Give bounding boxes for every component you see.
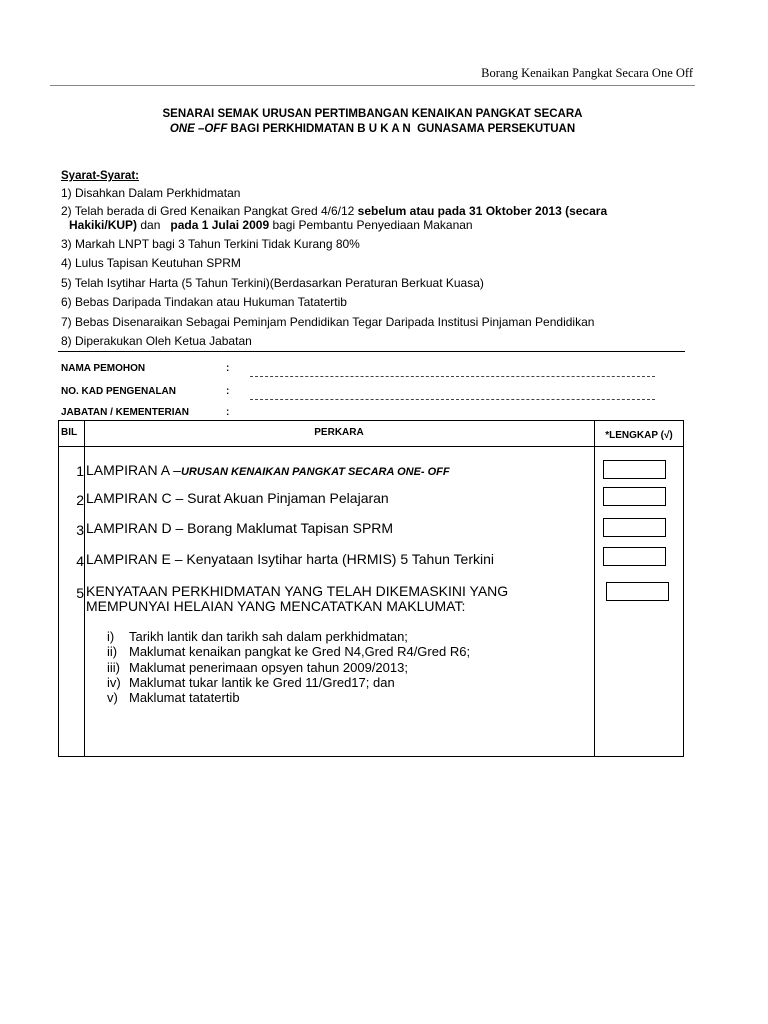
- row-number: 1: [76, 463, 84, 479]
- row-number: 4: [76, 553, 84, 569]
- department-colon: :: [226, 407, 230, 418]
- running-header: Borang Kenaikan Pangkat Secara One Off: [481, 66, 693, 80]
- subitem-text: Maklumat tatatertib: [129, 690, 240, 705]
- condition-2-date: sebelum atau pada 31 Oktober 2013 (secara: [357, 204, 608, 218]
- condition-2-text: 2) Telah berada di Gred Kenaikan Pangkat Gred 4/6/12: [61, 204, 358, 218]
- title-italic-one-off: ONE –OFF: [169, 123, 228, 135]
- ic-number-field[interactable]: [250, 399, 655, 400]
- checkbox-lampiran-c[interactable]: [603, 487, 666, 506]
- conditions-heading: Syarat-Syarat:: [61, 170, 139, 182]
- row-item-line2: MEMPUNYAI HELAIAN YANG MENCATATKAN MAKLUMAT:: [86, 598, 466, 614]
- condition-1: 1) Disahkan Dalam Perkhidmatan: [61, 186, 241, 200]
- condition-6: 6) Bebas Daripada Tindakan atau Hukuman Tatatertib: [61, 295, 347, 309]
- row-number: 3: [76, 522, 84, 538]
- department-label: JABATAN / KEMENTERIAN: [61, 407, 189, 418]
- row-item-lampiran-a: [86, 463, 450, 480]
- condition-2-and: dan: [137, 218, 171, 232]
- row-item-kenyataan-perkhidmatan: [86, 584, 508, 614]
- condition-8: 8) Diperakukan Oleh Ketua Jabatan: [61, 334, 252, 348]
- subitem-numeral: v): [107, 690, 118, 705]
- subitem-text: Tarikh lantik dan tarikh sah dalam perkhidmatan;: [129, 629, 408, 644]
- applicant-name-colon: :: [226, 363, 230, 374]
- applicant-name-field[interactable]: [250, 376, 655, 377]
- table-header-divider: [58, 446, 684, 447]
- subitem: [107, 690, 240, 705]
- section-divider: [58, 351, 685, 352]
- subitem-numeral: iii): [107, 660, 120, 675]
- table-column-divider-2: [594, 420, 595, 757]
- row-item-lampiran-e: LAMPIRAN E – Kenyataan Isytihar harta (HRMIS) 5 Tahun Terkini: [86, 551, 494, 567]
- subitem: [107, 644, 470, 659]
- column-header-lengkap: *LENGKAP (√): [605, 430, 673, 441]
- applicant-name-label: NAMA PEMOHON: [61, 363, 146, 374]
- subitem: [107, 629, 408, 644]
- condition-2: [61, 204, 701, 232]
- condition-2-role: bagi Pembantu Penyediaan Makanan: [269, 218, 473, 232]
- condition-4: 4) Lulus Tapisan Keutuhan SPRM: [61, 256, 241, 270]
- checkbox-lampiran-d[interactable]: [603, 518, 666, 537]
- checkbox-lampiran-e[interactable]: [603, 547, 666, 566]
- condition-2-hakiki: Hakiki/KUP): [69, 218, 138, 232]
- subitem-numeral: i): [107, 629, 115, 644]
- subitem-text: Maklumat tukar lantik ke Gred 11/Gred17; dan: [129, 675, 395, 690]
- subitem-numeral: ii): [107, 644, 118, 659]
- row-item-label: LAMPIRAN A –: [86, 462, 181, 478]
- title-line2-rest: BAGI PERKHIDMATAN B U K A N GUNASAMA PERSEKUTUAN: [227, 123, 576, 135]
- subitem: [107, 675, 395, 690]
- condition-5: 5) Telah Isytihar Harta (5 Tahun Terkini)(Berdasarkan Peraturan Berkuat Kuasa): [61, 276, 484, 290]
- subitem-text: Maklumat kenaikan pangkat ke Gred N4,Gred R4/Gred R6;: [129, 644, 471, 659]
- checkbox-kenyataan-perkhidmatan[interactable]: [606, 582, 669, 601]
- header-divider: [50, 85, 695, 86]
- ic-number-label: NO. KAD PENGENALAN: [61, 386, 177, 397]
- document-title-line1: SENARAI SEMAK URUSAN PERTIMBANGAN KENAIKAN PANGKAT SECARA: [162, 108, 583, 120]
- column-header-perkara: PERKARA: [314, 427, 364, 438]
- condition-2-date2: pada 1 Julai 2009: [170, 218, 270, 232]
- condition-3: 3) Markah LNPT bagi 3 Tahun Terkini Tidak Kurang 80%: [61, 237, 360, 251]
- ic-number-colon: :: [226, 386, 230, 397]
- table-column-divider-1: [84, 420, 85, 757]
- row-item-emphasis: URUSAN KENAIKAN PANGKAT SECARA ONE- OFF: [180, 466, 450, 478]
- condition-7: 7) Bebas Disenaraikan Sebagai Peminjam Pendidikan Tegar Daripada Institusi Pinjaman Pendidikan: [61, 315, 595, 329]
- row-number: 2: [76, 492, 84, 508]
- column-header-bil: BIL: [61, 427, 78, 438]
- row-item-line1: KENYATAAN PERKHIDMATAN YANG TELAH DIKEMASKINI YANG: [86, 583, 509, 599]
- checkbox-lampiran-a[interactable]: [603, 460, 666, 479]
- row-item-lampiran-c: LAMPIRAN C – Surat Akuan Pinjaman Pelajaran: [86, 490, 389, 506]
- document-title-line2: [50, 122, 695, 137]
- row-item-lampiran-d: LAMPIRAN D – Borang Maklumat Tapisan SPRM: [86, 520, 394, 536]
- subitem-text: Maklumat penerimaan opsyen tahun 2009/2013;: [129, 660, 408, 675]
- subitem: [107, 660, 408, 675]
- subitem-numeral: iv): [107, 675, 121, 690]
- row-number: 5: [76, 585, 84, 601]
